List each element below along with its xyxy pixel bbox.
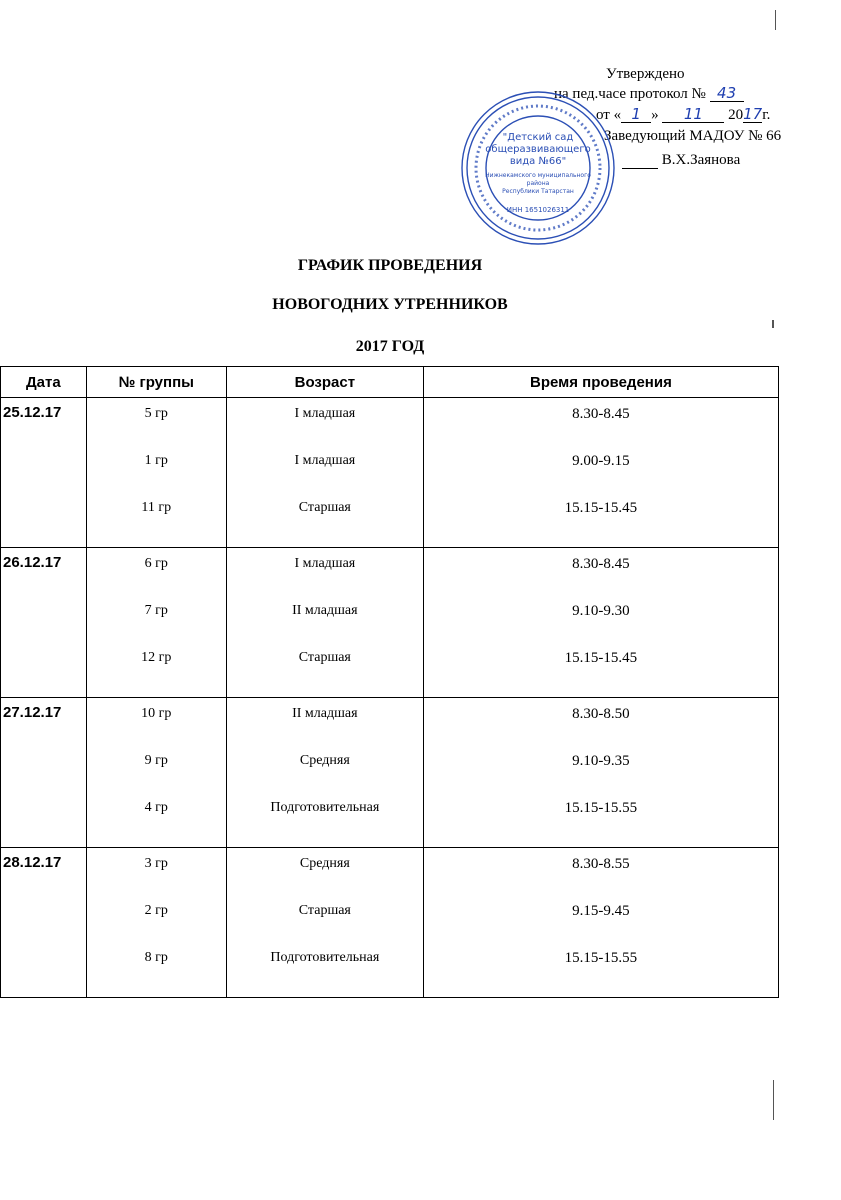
group-number: 7 гр [144,603,168,618]
table-row [1,698,779,848]
official-stamp [458,88,618,248]
group-number: 5 гр [144,406,168,421]
age-list [227,698,423,847]
stamp-line-2: общеразвивающего [485,144,591,155]
age-group: Старшая [298,903,351,918]
row-date: 25.12.17 [3,404,62,421]
year-g: г. [762,107,771,123]
group-number: 2 гр [144,903,168,918]
group-number: 10 гр [141,706,172,721]
group-number: 6 гр [144,556,168,571]
age-group: Средняя [299,753,350,768]
group-list [87,848,226,997]
time-slot: 8.30-8.45 [572,406,630,422]
row-date: 26.12.17 [3,554,62,571]
year-suffix: 17 [743,105,763,123]
stamp-line-5: района [526,180,550,187]
schedule-table [0,366,779,998]
scan-mark [775,10,776,30]
group-list [87,398,226,547]
stamp-line-6: Республики Татарстан [502,188,574,195]
time-slot: 9.00-9.15 [572,453,630,469]
time-slot: 15.15-15.55 [564,950,638,966]
group-number: 1 гр [144,453,168,468]
age-group: II младшая [292,706,358,721]
header-age: Возраст [226,367,423,398]
signature-name: В.Х.Заянова [661,152,741,168]
heading-line-2: НОВОГОДНИХ УТРЕННИКОВ [272,296,508,313]
date-month: 11 [662,107,724,123]
age-group: I младшая [294,453,356,468]
table-row [1,398,779,548]
scan-mark [772,320,774,328]
date-day: 1 [621,107,651,123]
group-list [87,698,226,847]
header-date: Дата [1,367,87,398]
age-list [227,398,423,547]
table-row [1,848,779,998]
group-number: 9 гр [144,753,168,768]
row-date: 27.12.17 [3,704,62,721]
year-prefix: 20 [728,107,744,123]
group-number: 8 гр [144,950,168,965]
row-date: 28.12.17 [3,854,62,871]
age-list [227,548,423,697]
time-slot: 8.30-8.45 [572,556,630,572]
protocol-number: 43 [710,86,744,102]
age-group: I младшая [294,406,356,421]
stamp-line-3: вида №66" [509,156,567,167]
scan-mark [773,1080,774,1120]
group-list [87,548,226,697]
time-list [424,848,778,997]
signature-blank [622,153,658,169]
age-list [227,848,423,997]
age-group: Старшая [298,500,351,515]
head-title: Заведующий МАДОУ № 66 [604,128,782,144]
age-group: I младшая [294,556,356,571]
table-row [1,548,779,698]
time-slot: 9.10-9.35 [572,753,630,769]
age-group: Подготовительная [270,950,380,965]
time-list [424,398,778,547]
header-time: Время проведения [423,367,778,398]
stamp-line-1: "Детский сад [502,132,574,143]
signature-line [622,150,740,171]
group-number: 12 гр [141,650,172,665]
stamp-line-4: Нижнекамского муниципального [485,172,591,179]
heading-line-1: ГРАФИК ПРОВЕДЕНИЯ [297,257,483,274]
date-close-quote: » [651,107,659,123]
time-slot: 15.15-15.45 [564,650,638,666]
header-group: № группы [86,367,226,398]
date-line [596,105,770,126]
date-open: от « [596,107,622,123]
time-slot: 8.30-8.50 [572,706,630,722]
age-group: II младшая [292,603,358,618]
time-slot: 15.15-15.55 [564,800,638,816]
group-number: 3 гр [144,856,168,871]
group-number: 11 гр [141,500,172,515]
time-slot: 15.15-15.45 [564,500,638,516]
age-group: Средняя [299,856,350,871]
protocol-label: на пед.часе протокол № [554,86,706,102]
group-number: 4 гр [144,800,168,815]
age-group: Подготовительная [270,800,380,815]
heading-year: 2017 ГОД [355,338,425,355]
table-header-row [1,367,779,398]
time-slot: 9.15-9.45 [572,903,630,919]
time-slot: 8.30-8.55 [572,856,630,872]
stamp-inn: ИНН 1651026311 [506,206,570,214]
age-group: Старшая [298,650,351,665]
time-slot: 9.10-9.30 [572,603,630,619]
time-list [424,548,778,697]
time-list [424,698,778,847]
approval-title: Утверждено [606,66,685,82]
